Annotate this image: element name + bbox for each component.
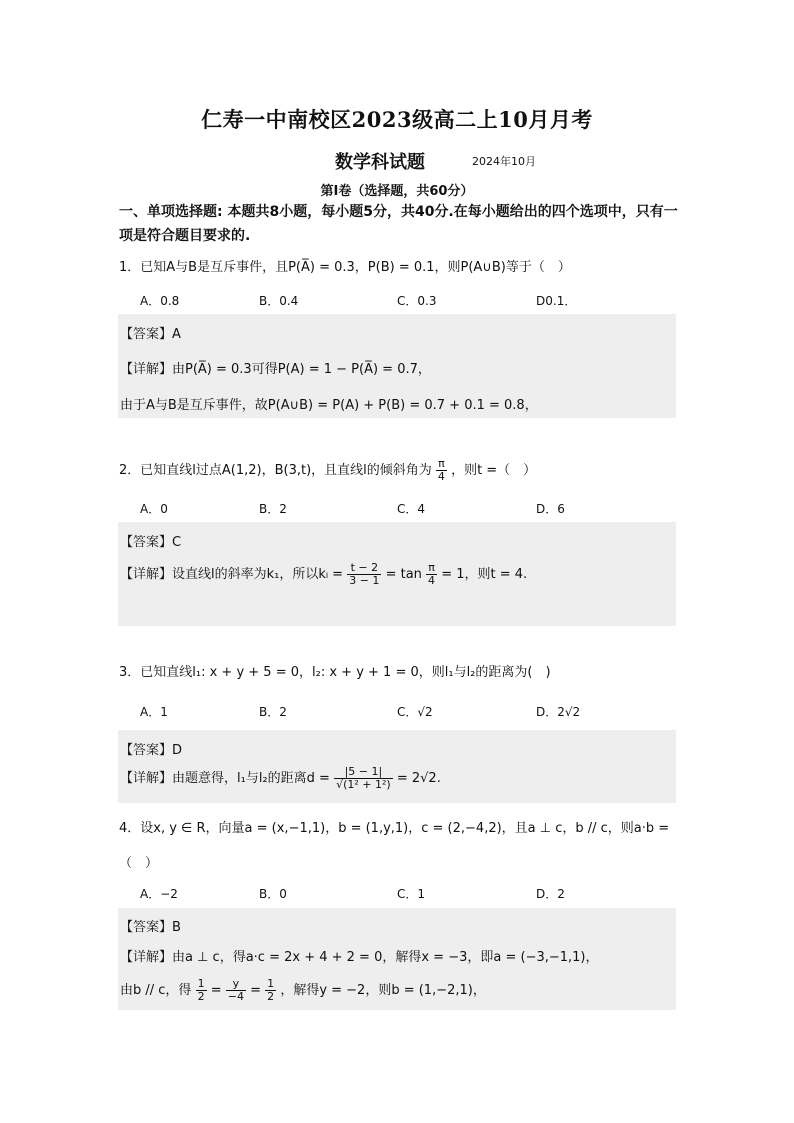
q4-stem: 4．设x, y ∈ R，向量a = (x,−1,1)，b = (1,y,1)，c = (2,−4,2)，且a ⊥ c，b // c，则a·b = [119, 821, 670, 836]
q4-detail-2 [120, 978, 486, 1003]
q3-stem: 3．已知直线l₁: x + y + 5 = 0，l₂: x + y + 1 = 0，则l₁与l₂的距离为( ) [119, 665, 551, 680]
q3-answer-box [118, 730, 676, 803]
q4-ratio-3-denominator: 2 [267, 990, 275, 1003]
q2-tan-numerator: π [426, 562, 437, 575]
q1-stem: 1．已知A与B是互斥事件，且P(A̅) = 0.3，P(B) = 0.1，则P(A∪B)等于（ ） [119, 260, 571, 275]
q4-detail-1: 【详解】由a ⊥ c，得a·c = 2x + 4 + 2 = 0，解得x = −3，即a = (−3,−1,1)， [120, 950, 599, 965]
q2-option-a: A．0 [140, 502, 168, 516]
q3-option-a: A．1 [140, 705, 168, 719]
q2-stem-part-1: 2．已知直线l过点A(1,2)，B(3,t)，且直线l的倾斜角为 [119, 463, 432, 478]
q2-slope-fraction [347, 562, 381, 587]
q2-option-b: B．2 [259, 502, 287, 516]
q1-answer: 【答案】A [120, 327, 181, 342]
q3-option-c: C．√2 [397, 705, 433, 719]
q4-ratio-1-numerator: 1 [197, 977, 205, 990]
q3-detail [120, 766, 441, 791]
q2-slope-denominator: 3 − 1 [349, 574, 380, 587]
q3-distance-fraction [334, 766, 393, 791]
q4-ratio-2-denominator: −4 [227, 990, 244, 1003]
q4-stem-continued: （ ） [119, 856, 159, 871]
q1-option-d: D0.1． [536, 294, 577, 308]
q4-detail-2-part-1: 由b // c，得 [120, 983, 192, 998]
q4-ratio-fraction-3 [265, 978, 276, 1003]
q2-detail-part-2: = tan [385, 567, 422, 582]
q2-answer-box [118, 522, 676, 626]
q2-slope-numerator: t − 2 [347, 562, 381, 575]
q2-stem [119, 458, 536, 483]
q2-option-c: C．4 [397, 502, 426, 516]
q1-option-c: C．0.3 [397, 294, 437, 308]
q3-detail-part-1: 【详解】由题意得，l₁与l₂的距离d = [120, 771, 330, 786]
q4-detail-2-part-2: ，解得y = −2，则b = (1,−2,1)， [280, 983, 486, 998]
q3-answer: 【答案】D [120, 743, 183, 758]
q4-ratio-1-denominator: 2 [197, 990, 205, 1003]
q4-ratio-2-numerator: y [226, 978, 246, 991]
q3-detail-part-2: = 2√2. [396, 771, 441, 786]
q2-angle-denominator: 4 [437, 470, 445, 483]
q4-option-c: C．1 [397, 887, 426, 901]
q3-distance-numerator: |5 − 1| [334, 766, 393, 779]
section-heading: 一、单项选择题: 本题共8小题，每小题5分，共40分.在每小题给出的四个选项中，只有一项是符合题目要求的. [119, 204, 678, 244]
q2-detail-part-1: 【详解】设直线l的斜率为k₁，所以kₗ = [120, 567, 344, 582]
q4-equals-sign-1: = [210, 983, 222, 998]
q4-answer: 【答案】B [120, 920, 181, 935]
q4-option-b: B．0 [259, 887, 287, 901]
q2-tan-fraction [426, 562, 437, 587]
q3-option-d: D．2√2 [536, 705, 581, 719]
q1-answer-box [118, 314, 676, 418]
q2-angle-fraction [436, 458, 447, 483]
q2-detail [120, 562, 527, 587]
q3-distance-denominator: √(1² + 1²) [336, 778, 391, 791]
exam-subtitle: 数学科试题 [335, 152, 425, 173]
q4-ratio-3-numerator: 1 [267, 977, 275, 990]
q2-option-d: D．6 [536, 502, 565, 516]
q4-ratio-fraction-2 [226, 978, 246, 1003]
exam-date: 2024年10月 [472, 155, 536, 168]
q3-option-b: B．2 [259, 705, 287, 719]
q1-option-b: B．0.4 [259, 294, 299, 308]
volume-heading: 第Ⅰ卷（选择题，共60分） [320, 184, 474, 199]
q2-tan-denominator: 4 [428, 574, 436, 587]
q1-option-a: A．0.8 [140, 294, 180, 308]
q4-option-a: A．−2 [140, 887, 178, 901]
q2-answer: 【答案】C [120, 535, 182, 550]
q4-ratio-fraction-1 [196, 978, 207, 1003]
q2-detail-part-3: = 1，则t = 4. [441, 567, 528, 582]
q1-detail-2: 由于A与B是互斥事件，故P(A∪B) = P(A) + P(B) = 0.7 + 0.1 = 0.8， [120, 398, 538, 413]
exam-title: 仁寿一中南校区2023级高二上10月月考 [201, 107, 593, 132]
q4-equals-sign-2: = [250, 983, 262, 998]
q4-answer-box [118, 908, 676, 1010]
q2-angle-numerator: π [436, 458, 447, 471]
q1-detail-1: 【详解】由P(A̅) = 0.3可得P(A) = 1 − P(A̅) = 0.7， [120, 362, 431, 377]
q4-option-d: D．2 [536, 887, 565, 901]
q2-stem-part-2: ，则t =（ ） [451, 463, 537, 478]
